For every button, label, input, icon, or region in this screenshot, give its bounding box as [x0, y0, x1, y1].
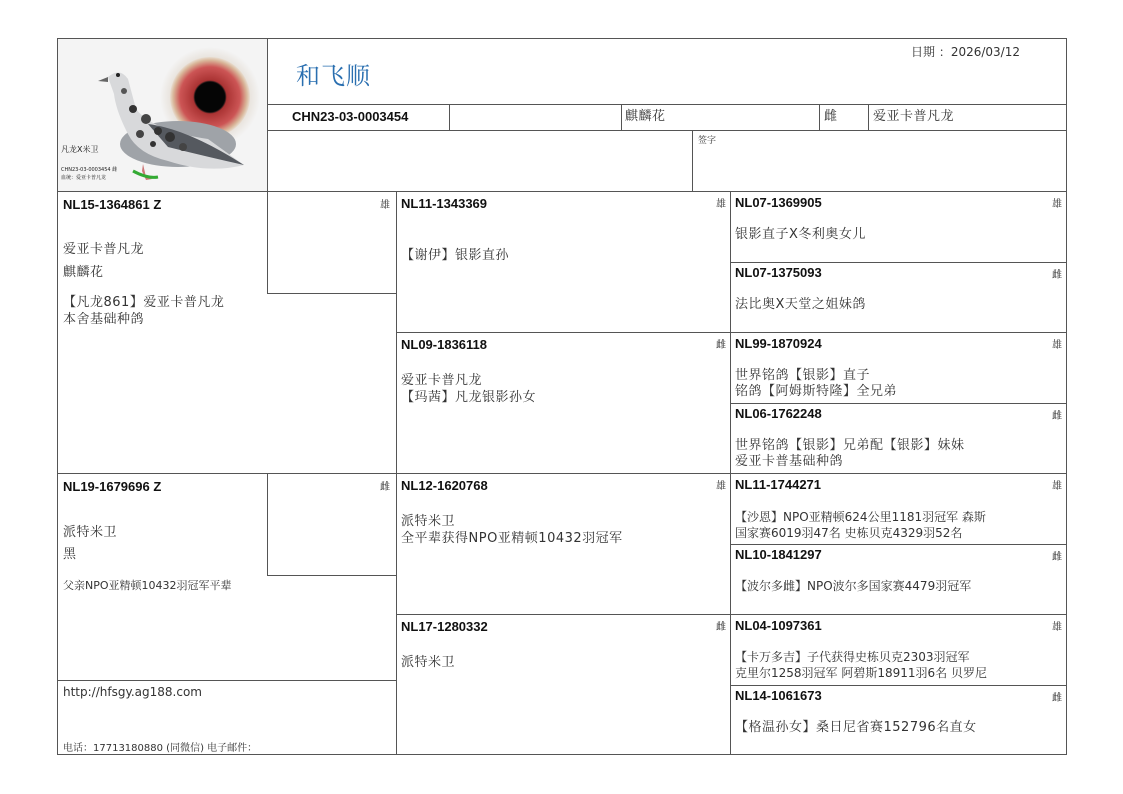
great-grandparent-note-1: 【沙恩】NPO亚精顿624公里1181羽冠军 森斯: [735, 510, 986, 524]
photo-ring: CHN23-03-0003454 雌: [61, 167, 118, 173]
grandparent-sex: 雄: [716, 481, 726, 492]
signature-label: 签字: [698, 136, 717, 146]
dam-strain: 派特米卫: [63, 525, 118, 540]
photo-strain: 血统：爱亚卡普凡龙: [61, 175, 107, 181]
great-grandparent-ring: NL14-1061673: [735, 688, 822, 703]
great-grandparent-sex: 雄: [1052, 340, 1062, 351]
great-grandparent-card: [731, 545, 1066, 614]
great-grandparent-note-1: 银影直子X冬利奥女儿: [735, 227, 866, 242]
grandparent-card: [397, 192, 730, 332]
great-grandparent-sex: 雌: [1052, 693, 1062, 704]
grandparent-note-1: 爱亚卡普凡龙: [401, 373, 483, 388]
grandparent-sex: 雌: [716, 622, 726, 633]
great-grandparent-sex: 雌: [1052, 552, 1062, 563]
grandparent-ring: NL11-1343369: [401, 196, 488, 211]
great-grandparent-card: [731, 686, 1066, 754]
great-grandparent-ring: NL07-1369905: [735, 195, 822, 210]
photo-caption: 凡龙X米卫: [61, 145, 99, 154]
great-grandparent-ring: NL07-1375093: [735, 265, 822, 280]
great-grandparent-note-1: 【格温孙女】桑日尼省赛152796名直女: [735, 720, 977, 735]
grandparent-card: [397, 333, 730, 473]
great-grandparent-note-1: 世界铭鸽【银影】兄弟配【银影】妹妹: [735, 438, 965, 453]
dam-color: 黑: [63, 547, 77, 562]
bird-color: 麒麟花: [625, 109, 666, 124]
dam-note-1: 父亲NPO亚精顿10432羽冠军平辈: [63, 579, 232, 592]
ring-number: CHN23-03-0003454: [292, 109, 409, 124]
great-grandparent-ring: NL11-1744271: [735, 477, 822, 492]
website-link[interactable]: http://hfsgy.ag188.com: [63, 685, 202, 699]
great-grandparent-ring: NL04-1097361: [735, 618, 822, 633]
grandparent-note-1: 派特米卫: [401, 514, 456, 529]
great-grandparent-note-1: 【卡万多吉】子代获得史栋贝克2303羽冠军: [735, 650, 970, 664]
print-date: 日期 ：2026/03/12: [911, 45, 1020, 59]
great-grandparent-card: [731, 263, 1066, 332]
sire-ring: NL15-1364861 Z: [63, 197, 162, 212]
great-grandparent-sex: 雌: [1052, 411, 1062, 422]
grandparent-ring: NL12-1620768: [401, 478, 488, 493]
sire-note-1: 【凡龙861】爱亚卡普凡龙: [63, 295, 225, 310]
sire-note-2: 本舍基础种鸽: [63, 312, 145, 327]
dam-ring: NL19-1679696 Z: [63, 479, 162, 494]
grandparent-sex: 雌: [716, 340, 726, 351]
grandparent-sex: 雄: [716, 199, 726, 210]
great-grandparent-sex: 雄: [1052, 199, 1062, 210]
great-grandparent-note-1: 世界铭鸽【银影】直子: [735, 368, 871, 383]
grandparent-card: [397, 474, 730, 614]
great-grandparent-card: [731, 333, 1066, 403]
contact-info: 电话：17713180880 (同微信) 电子邮件：: [63, 743, 258, 754]
great-grandparent-card: [731, 404, 1066, 473]
grandparent-card: [397, 615, 730, 754]
great-grandparent-note-2: 国家赛6019羽47名 史栋贝克4329羽52名: [735, 526, 963, 540]
grandparent-ring: NL17-1280332: [401, 619, 488, 634]
great-grandparent-sex: 雄: [1052, 622, 1062, 633]
great-grandparent-note-2: 克里尔1258羽冠军 阿碧斯18911羽6名 贝罗尼: [735, 666, 987, 680]
great-grandparent-ring: NL10-1841297: [735, 547, 822, 562]
great-grandparent-ring: NL99-1870924: [735, 336, 822, 351]
owner-name: 和飞顺: [296, 62, 371, 90]
sire-sex: 雄: [380, 200, 390, 211]
great-grandparent-card: [731, 192, 1066, 262]
great-grandparent-note-2: 爱亚卡普基础种鸽: [735, 454, 844, 469]
sire-strain: 爱亚卡普凡龙: [63, 242, 145, 257]
grandparent-note-1: 【谢伊】银影直孙: [401, 248, 510, 263]
great-grandparent-note-1: 【波尔多雌】NPO波尔多国家赛4479羽冠军: [735, 579, 972, 593]
dam-sex: 雌: [380, 482, 390, 493]
bird-strain: 爱亚卡普凡龙: [873, 109, 955, 124]
sire-color: 麒麟花: [63, 265, 104, 280]
great-grandparent-card: [731, 474, 1066, 544]
great-grandparent-note-2: 铭鸽【阿姆斯特隆】全兄弟: [735, 384, 898, 399]
great-grandparent-sex: 雄: [1052, 481, 1062, 492]
great-grandparent-card: [731, 615, 1066, 685]
pigeon-photo: [58, 39, 267, 191]
great-grandparent-note-1: 法比奥X天堂之姐妹鸽: [735, 297, 866, 312]
bird-sex: 雌: [824, 109, 838, 124]
grandparent-note-1: 派特米卫: [401, 655, 456, 670]
great-grandparent-sex: 雌: [1052, 270, 1062, 281]
grandparent-ring: NL09-1836118: [401, 337, 488, 352]
great-grandparent-ring: NL06-1762248: [735, 406, 822, 421]
grandparent-note-2: 全平辈获得NPO亚精顿10432羽冠军: [401, 531, 623, 546]
grandparent-note-2: 【玛茜】凡龙银影孙女: [401, 390, 537, 405]
